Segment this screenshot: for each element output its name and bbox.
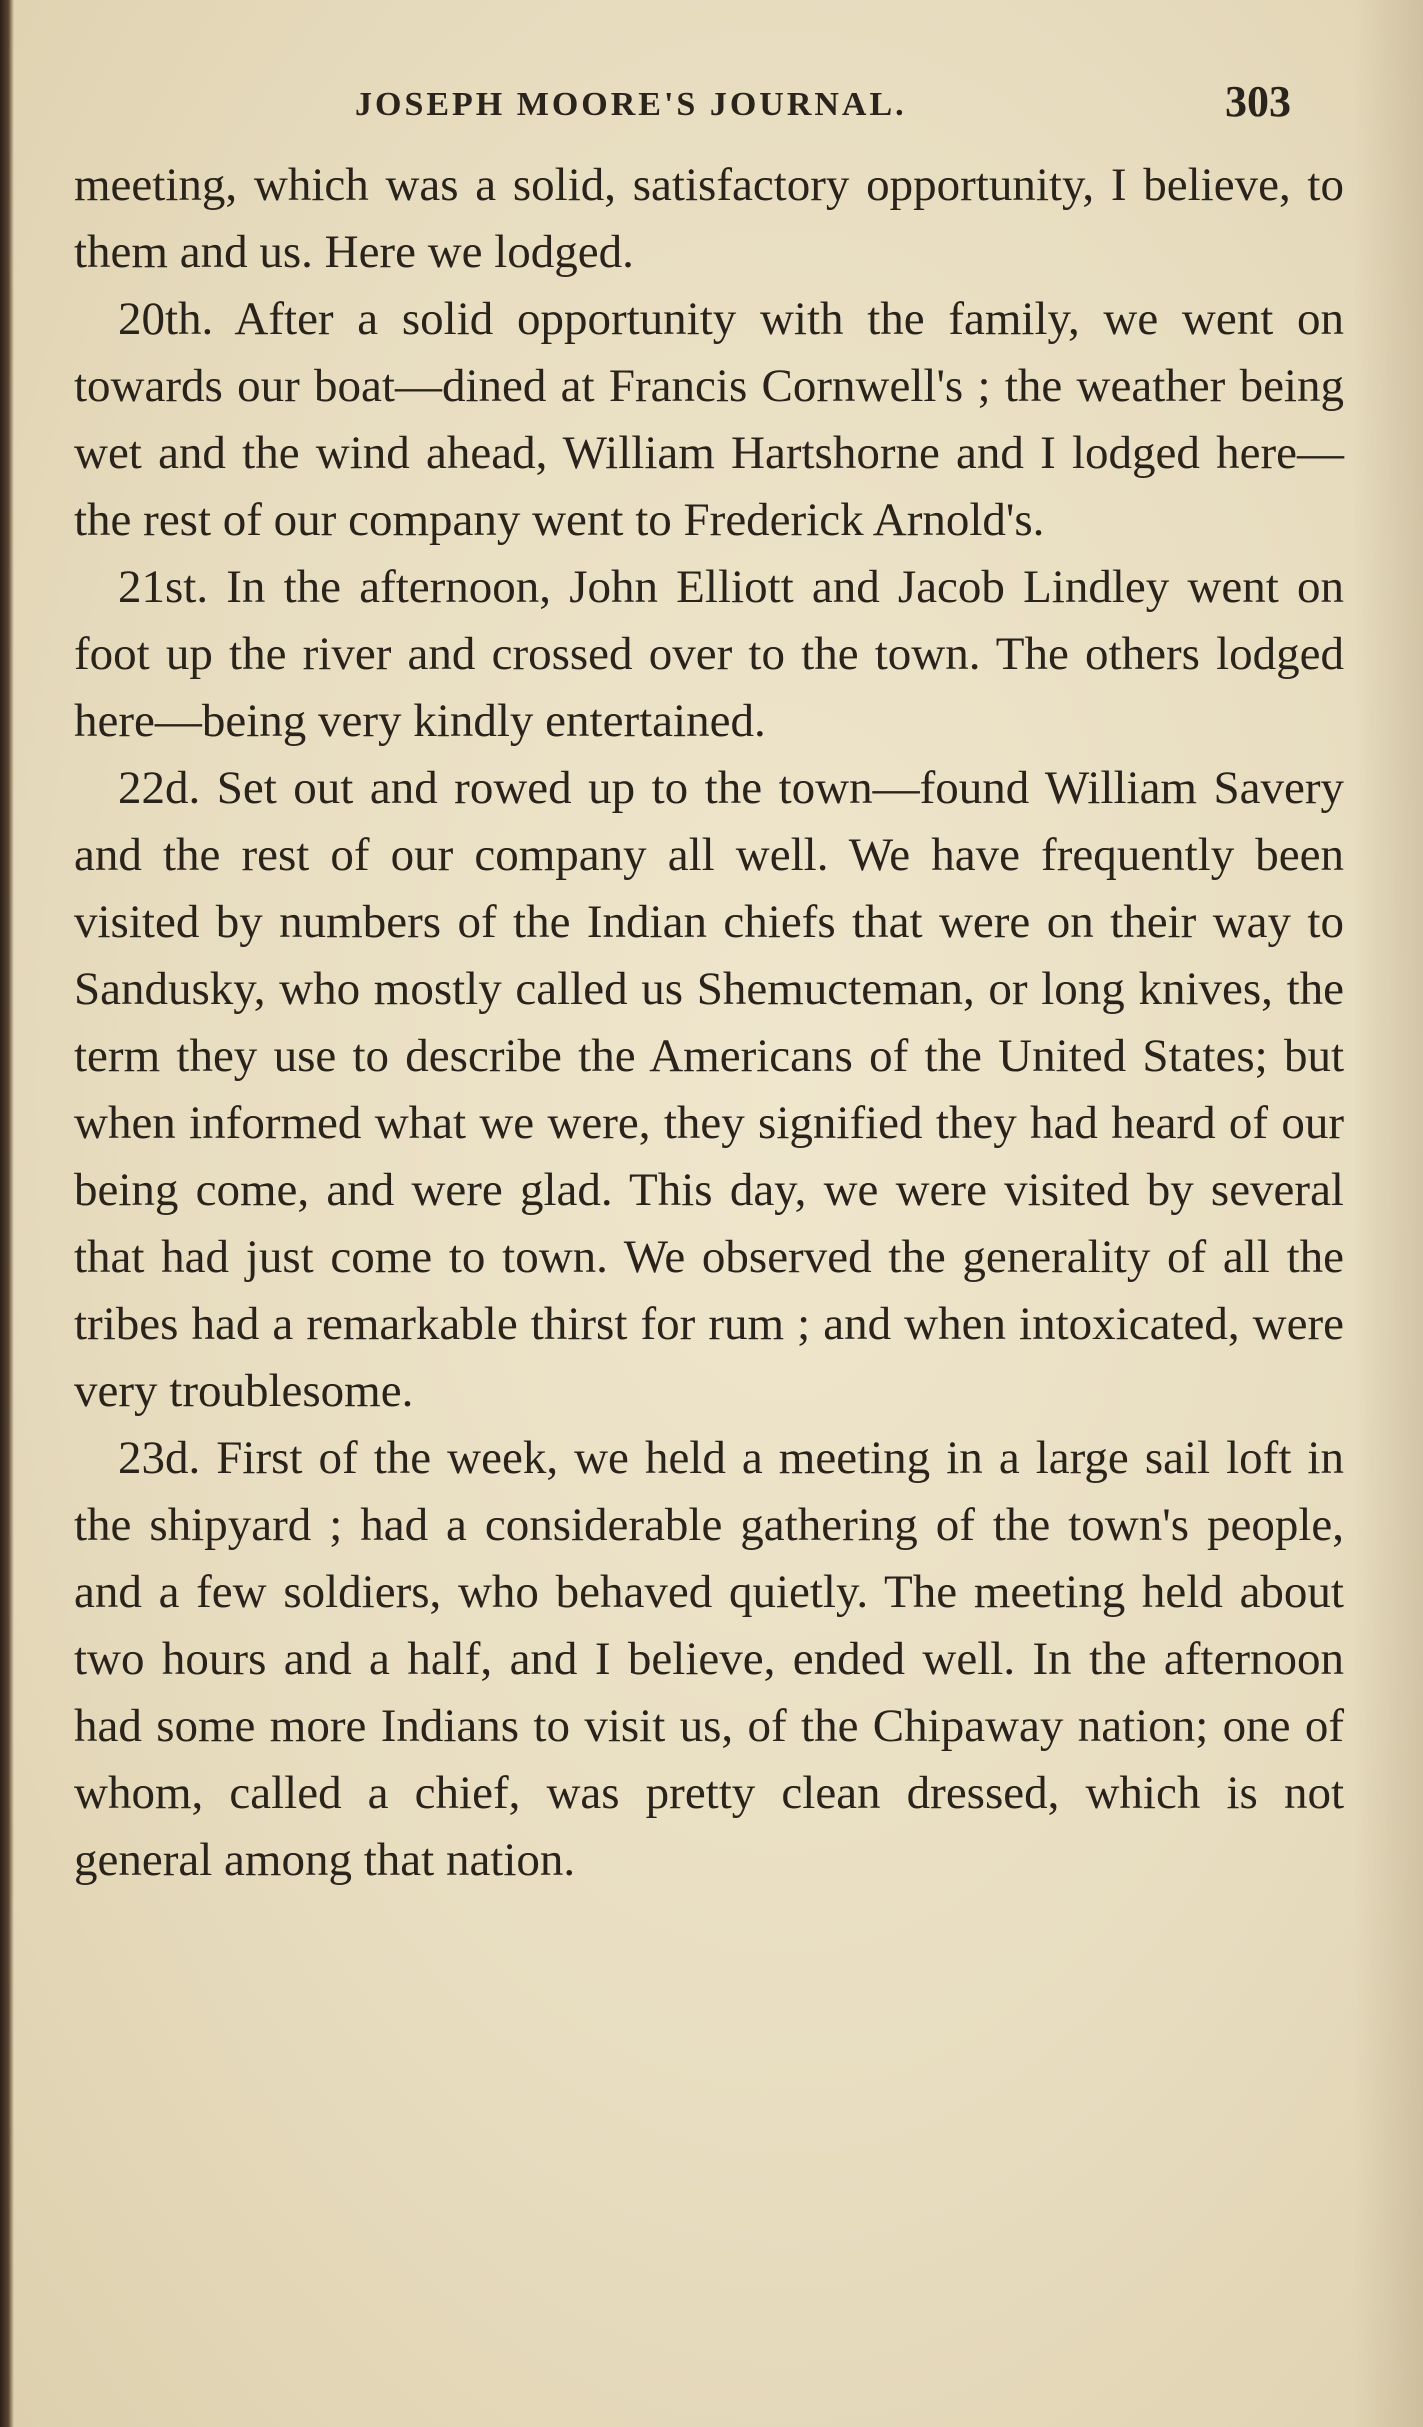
page-header (0, 76, 1423, 136)
paragraph-20th: 20th. After a solid opportunity with the family, we went on towards our boat—dined at Francis Cornwell's ; the weather being wet and the wind ahead, William Hartshorne and I lodged here—the rest of our company went to Frederick Arnold's. (74, 293, 1344, 546)
paragraph-21st: 21st. In the afternoon, John Elliott and Jacob Lindley went on foot up the river and crossed over to the town. The others lodged here—being very kindly entertained. (74, 561, 1344, 747)
paragraph-23d: 23d. First of the week, we held a meeting in a large sail loft in the shipyard ; had a considerable gathering of the town's people, and a few soldiers, who behaved quietly. The meeting held about two hours and a half, and I believe, ended well. In the afternoon had some more Indians to visit us, of the Chipaway nation; one of whom, called a chief, was pretty clean dressed, which is not general among that nation. (74, 1432, 1344, 1886)
running-title: JOSEPH MOORE'S JOURNAL. (355, 86, 907, 123)
page-number: 303 (1225, 77, 1291, 126)
paragraph-22d: 22d. Set out and rowed up to the town—found William Savery and the rest of our company all well. We have frequently been visited by numbers of the Indian chiefs that were on their way to Sandusky, who mostly called us Shemucteman, or long knives, the term they use to describe the Americans of the United States; but when informed what we were, they signified they had heard of our being come, and were glad. This day, we were visited by several that had just come to town. We observed the generality of all the tribes had a remarkable thirst for rum ; and when intoxicated, were very troublesome. (74, 762, 1344, 1417)
paragraph-continued: meeting, which was a solid, satisfactory opportunity, I believe, to them and us. Here we lodged. (74, 159, 1344, 278)
journal-text (74, 152, 1344, 1894)
